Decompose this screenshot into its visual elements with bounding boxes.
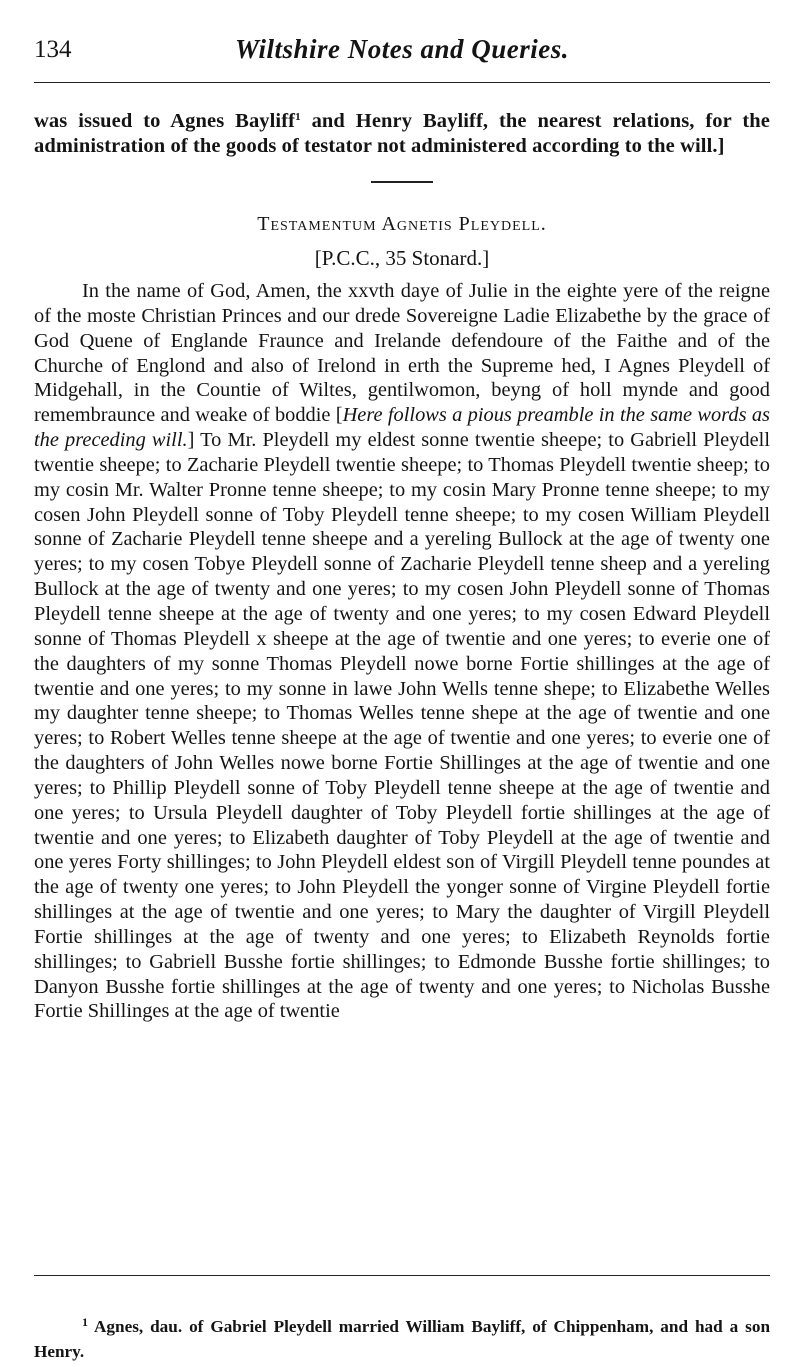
section-divider	[371, 181, 433, 183]
carryover-text-start: was issued to Agnes Bayliff	[34, 110, 296, 132]
header-rule	[34, 82, 770, 83]
carryover-text-end: and Henry Bayliff, the nearest relations, for the administration of the goods of testator not administered according to the will.]	[34, 110, 770, 157]
section-citation: [P.C.C., 35 Stonard.]	[314, 246, 490, 270]
footnote-text: Agnes, dau. of Gabriel Pleydell married William Bayliff, of Chippenham, and had a son Henry.	[34, 1317, 770, 1362]
page-number: 134	[34, 36, 72, 63]
editorial-note: Here follows a pious preamble in the same words as the preceding will.	[34, 404, 770, 452]
footnote-mark: 1	[82, 1315, 88, 1330]
footnote-rule	[34, 1275, 770, 1276]
will-text-bequests: ] To Mr. Pleydell my eldest sonne twentie sheepe; to Gabriell Pleydell twentie sheepe; to Zacharie Pleydell twentie sheepe; to Thomas Pleydell twentie sheep; to my cosin Mr. Walter Pronne tenne sheepe; to my cosin Mary Pronne tenne sheepe; to my cosen John Pleydell sonne of Toby Pleydell tenne sheepe; to my cosen William Pleydell sonne of Zacharie Pleydell tenne sheepe and a yereling Bullock at the age of twenty one yeres; to my cosen Tobye Pleydell sonne of Zacharie Pleydell tenne sheep and a yereling Bullock at the age of twenty and one yeres; to my cosen John Pleydell sonne of Thomas Pleydell tenne sheepe at the age of twenty and one yeres; to my cosen Edward Pleydell sonne of Thomas Pleydell x sheepe at the age of twentie and one yeres; to everie one of the daughters of my sonne Thomas Pleydell nowe borne Fortie shillinges at the age of twentie and one yeres; to my sonne in lawe John Wells tenne shepe; to Elizabethe Welles my daughter tenne sheepe; to Thomas Welles tenne shepe at the age of twentie and one yeres; to Robert Welles tenne sheepe at the age of twentie and one yeres; to everie one of the daughters of John Welles nowe borne Fortie Shillinges at the age of twentie and one yeres; to Phillip Pleydell sonne of Toby Pleydell tenne sheepe at the age of twentie and one yeres; to Ursula Pleydell daughter of Toby Pleydell fortie shillinges at the age of twentie and one yeres; to Elizabeth daughter of Toby Pleydell at the age of twentie and one yeres Forty shillinges; to John Pleydell eldest son of Virgill Pleydell tenne poundes at the age of twenty one yeres; to John Pleydell the yonger sonne of Virgine Pleydell fortie shillinges at the age of twentie and one yeres; to Mary the daughter of Virgill Pleydell Fortie shillinges at the age of twenty and one yeres; to Elizabeth Reynolds fortie shillinges; to Gabriell Busshe fortie shillinges; to Edmonde Busshe fortie shillinges; to Danyon Busshe fortie shillinges at the age of twenty and one yeres; to Nicholas Busshe Fortie Shillinges at the age of twentie	[34, 429, 771, 1023]
page	[34, 28, 770, 1045]
running-head	[34, 28, 770, 72]
carryover-paragraph	[34, 105, 770, 159]
footnote-reference: 1	[295, 111, 301, 123]
footnote	[34, 1310, 770, 1364]
section-title: Testamentum Agnetis Pleydell.	[257, 213, 547, 235]
will-body-paragraph	[34, 279, 770, 1024]
running-title: Wiltshire Notes and Queries.	[234, 34, 570, 64]
will-text-opening: In the name of God, Amen, the xxvth daye of Julie in the eighte yere of the reigne of the moste Christian Princes and our drede Sovereigne Ladie Elizabethe by the grace of God Quene of Englande Fraunce and Irelande defendoure of the Faithe and of the Churche of Englond and also of Irelond in erth the Supreme hed, I Agnes Pleydell of Midgehall, in the Countie of Wiltes, gentilwomon, beyng of holl mynde and good remembraunce and weake of boddie [	[34, 280, 770, 427]
